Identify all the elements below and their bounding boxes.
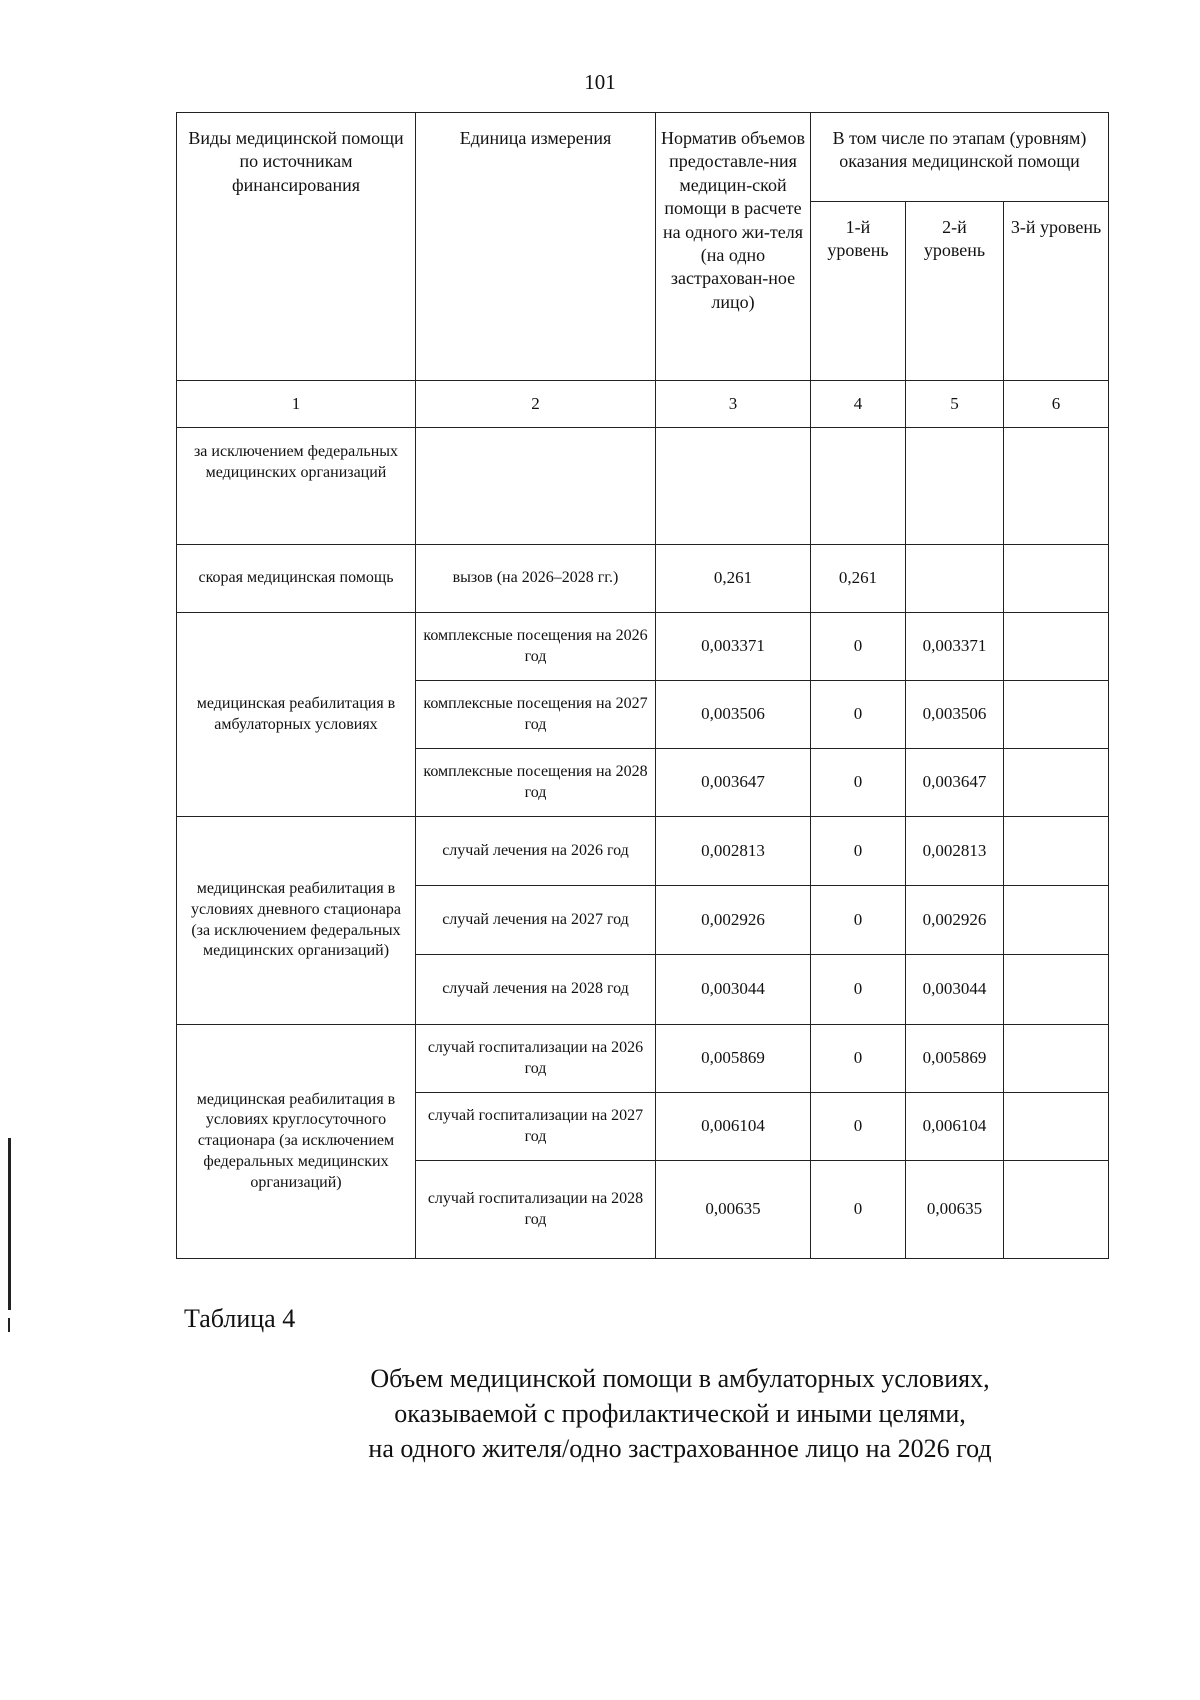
unit-cell: случай госпитализации на 2028 год — [416, 1161, 656, 1259]
unit-cell: комплексные посещения на 2026 год — [416, 613, 656, 681]
medical-care-volume-table — [176, 112, 1109, 1259]
table-cell — [1004, 428, 1109, 545]
exclusion-row — [177, 428, 1109, 545]
header-norm: Норматив объемов предоставле-ния медицин-ской помощи в расчете на одного жи-теля (на одно застрахован-ное лицо) — [656, 113, 811, 381]
ambulance-level-1: 0,261 — [811, 545, 906, 613]
column-number: 1 — [177, 381, 416, 428]
ambulance-kind: скорая медицинская помощь — [177, 545, 416, 613]
ambulance-level-3 — [1004, 545, 1109, 613]
level-1-cell: 0 — [811, 749, 906, 817]
level-2-cell: 0,003647 — [906, 749, 1004, 817]
level-1-cell: 0 — [811, 1025, 906, 1093]
column-number: 3 — [656, 381, 811, 428]
table-title-line: на одного жителя/одно застрахованное лицо на 2026 год — [368, 1433, 992, 1463]
unit-cell: комплексные посещения на 2027 год — [416, 681, 656, 749]
table-title-line: оказываемой с профилактической и иными целями, — [394, 1398, 966, 1428]
level-2-cell: 0,003044 — [906, 955, 1004, 1025]
table-cell — [906, 428, 1004, 545]
level-1-cell: 0 — [811, 886, 906, 955]
level-2-cell: 0,003506 — [906, 681, 1004, 749]
level-2-cell: 0,002813 — [906, 817, 1004, 886]
level-2-cell: 0,005869 — [906, 1025, 1004, 1093]
unit-cell: случай госпитализации на 2026 год — [416, 1025, 656, 1093]
norm-cell: 0,003371 — [656, 613, 811, 681]
level-2-cell: 0,003371 — [906, 613, 1004, 681]
level-3-cell — [1004, 1161, 1109, 1259]
page-number: 101 — [584, 70, 616, 94]
level-3-cell — [1004, 613, 1109, 681]
header-level-2: 2-й уровень — [906, 202, 1004, 381]
level-3-cell — [1004, 886, 1109, 955]
unit-cell: случай лечения на 2026 год — [416, 817, 656, 886]
table-cell — [811, 428, 906, 545]
header-unit: Единица измерения — [416, 113, 656, 381]
header-level-1: 1-й уровень — [811, 202, 906, 381]
ambulance-level-2 — [906, 545, 1004, 613]
table-row — [177, 1025, 1109, 1093]
ambulance-norm: 0,261 — [656, 545, 811, 613]
norm-cell: 0,003044 — [656, 955, 811, 1025]
level-1-cell: 0 — [811, 955, 906, 1025]
level-1-cell: 0 — [811, 817, 906, 886]
table-label: Таблица 4 — [184, 1304, 296, 1333]
table-row — [177, 817, 1109, 886]
level-2-cell: 0,00635 — [906, 1161, 1004, 1259]
scan-margin-line — [8, 1318, 10, 1332]
norm-cell: 0,005869 — [656, 1025, 811, 1093]
level-3-cell — [1004, 955, 1109, 1025]
norm-cell: 0,006104 — [656, 1093, 811, 1161]
rehab-amb-kind: медицинская реабилитация в амбулаторных условиях — [177, 613, 416, 817]
ambulance-unit: вызов (на 2026–2028 гг.) — [416, 545, 656, 613]
table-title — [240, 1362, 1120, 1466]
ambulance-row — [177, 545, 1109, 613]
norm-cell: 0,002813 — [656, 817, 811, 886]
level-3-cell — [1004, 681, 1109, 749]
level-3-cell — [1004, 1025, 1109, 1093]
level-1-cell: 0 — [811, 1093, 906, 1161]
unit-cell: комплексные посещения на 2028 год — [416, 749, 656, 817]
column-number: 2 — [416, 381, 656, 428]
table-cell — [656, 428, 811, 545]
column-number: 4 — [811, 381, 906, 428]
header-row — [177, 113, 1109, 202]
table-row — [177, 613, 1109, 681]
level-3-cell — [1004, 817, 1109, 886]
level-1-cell: 0 — [811, 1161, 906, 1259]
column-numbers-row — [177, 381, 1109, 428]
norm-cell: 0,003647 — [656, 749, 811, 817]
unit-cell: случай лечения на 2028 год — [416, 955, 656, 1025]
exclusion-label: за исключением федеральных медицинских организаций — [177, 428, 416, 545]
level-3-cell — [1004, 749, 1109, 817]
unit-cell: случай лечения на 2027 год — [416, 886, 656, 955]
table-cell — [416, 428, 656, 545]
level-3-cell — [1004, 1093, 1109, 1161]
header-kind: Виды медицинской помощи по источникам финансирования — [177, 113, 416, 381]
column-number: 6 — [1004, 381, 1109, 428]
header-level-3: 3-й уровень — [1004, 202, 1109, 381]
norm-cell: 0,00635 — [656, 1161, 811, 1259]
table-title-line: Объем медицинской помощи в амбулаторных условиях, — [370, 1364, 990, 1393]
rehab-round-kind: медицинская реабилитация в условиях круглосуточного стационара (за исключением федеральных медицинских организаций) — [177, 1025, 416, 1259]
level-2-cell: 0,006104 — [906, 1093, 1004, 1161]
level-2-cell: 0,002926 — [906, 886, 1004, 955]
header-levels-group: В том числе по этапам (уровням) оказания медицинской помощи — [811, 113, 1109, 202]
norm-cell: 0,003506 — [656, 681, 811, 749]
unit-cell: случай госпитализации на 2027 год — [416, 1093, 656, 1161]
level-1-cell: 0 — [811, 681, 906, 749]
column-number: 5 — [906, 381, 1004, 428]
norm-cell: 0,002926 — [656, 886, 811, 955]
level-1-cell: 0 — [811, 613, 906, 681]
rehab-day-kind: медицинская реабилитация в условиях дневного стационара (за исключением федеральных медицинских организаций) — [177, 817, 416, 1025]
scan-margin-line — [8, 1138, 11, 1310]
